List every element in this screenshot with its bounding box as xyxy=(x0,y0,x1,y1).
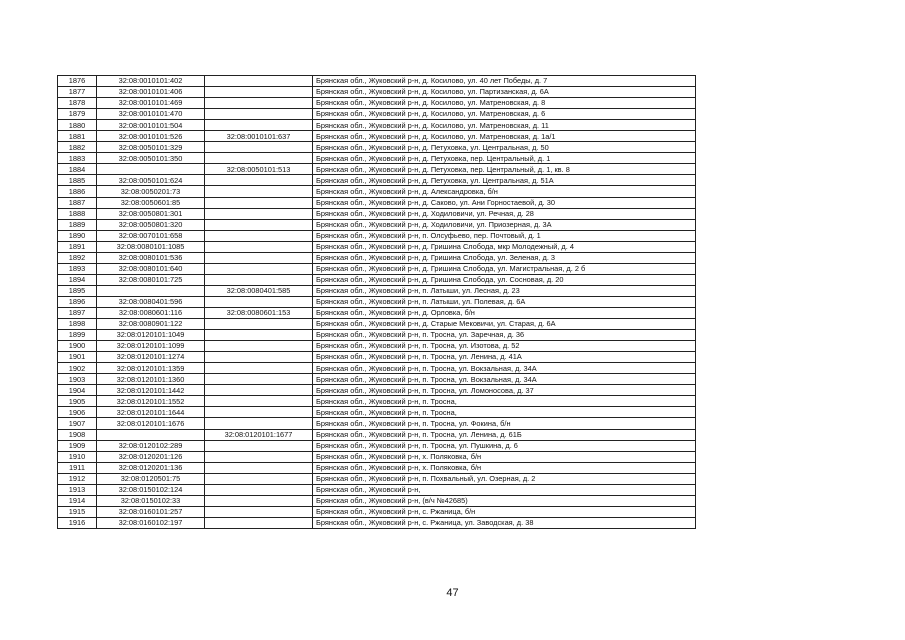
linked-cadastral-number-cell xyxy=(205,451,313,462)
linked-cadastral-number-cell xyxy=(205,352,313,363)
cadastral-number-cell: 32:08:0120101:1274 xyxy=(97,352,205,363)
cadastral-number-cell: 32:08:0010101:402 xyxy=(97,76,205,87)
linked-cadastral-number-cell xyxy=(205,120,313,131)
cadastral-number-cell: 32:08:0120101:1676 xyxy=(97,418,205,429)
cadastral-number-cell: 32:08:0120101:1359 xyxy=(97,363,205,374)
linked-cadastral-number-cell xyxy=(205,219,313,230)
record-number-cell: 1889 xyxy=(58,219,97,230)
table-row xyxy=(58,197,696,208)
address-cell: Брянская обл., Жуковский р-н, п. Тросна, ул. Фокина, б/н xyxy=(313,418,696,429)
record-number-cell: 1884 xyxy=(58,164,97,175)
record-number-cell: 1895 xyxy=(58,285,97,296)
address-cell: Брянская обл., Жуковский р-н, х. Поляковка, б/н xyxy=(313,462,696,473)
address-cell: Брянская обл., Жуковский р-н, х. Поляковка, б/н xyxy=(313,451,696,462)
address-cell: Брянская обл., Жуковский р-н, д. Александровка, б/н xyxy=(313,186,696,197)
address-cell: Брянская обл., Жуковский р-н, п. Тросна, ул. Ленина, д. 41А xyxy=(313,352,696,363)
table-row xyxy=(58,495,696,506)
address-cell: Брянская обл., Жуковский р-н, д. Петуховка, пер. Центральный, д. 1 xyxy=(313,153,696,164)
record-number-cell: 1890 xyxy=(58,230,97,241)
record-number-cell: 1893 xyxy=(58,263,97,274)
address-cell: Брянская обл., Жуковский р-н, п. Тросна, ул. Изотова, д. 52 xyxy=(313,341,696,352)
address-cell: Брянская обл., Жуковский р-н, п. Тросна, ул. Вокзальная, д. 34А xyxy=(313,363,696,374)
table-row xyxy=(58,385,696,396)
address-cell: Брянская обл., Жуковский р-н, д. Саково, ул. Ани Горностаевой, д. 30 xyxy=(313,197,696,208)
table-row xyxy=(58,131,696,142)
record-number-cell: 1883 xyxy=(58,153,97,164)
record-number-cell: 1911 xyxy=(58,462,97,473)
linked-cadastral-number-cell xyxy=(205,506,313,517)
cadastral-number-cell: 32:08:0120101:1552 xyxy=(97,396,205,407)
address-cell: Брянская обл., Жуковский р-н, п. Тросна, ул. Ленина, д. 61Б xyxy=(313,429,696,440)
address-cell: Брянская обл., Жуковский р-н, д. Гришина Слобода, ул. Зеленая, д. 3 xyxy=(313,252,696,263)
table-row xyxy=(58,120,696,131)
address-cell: Брянская обл., Жуковский р-н, п. Тросна, ул. Заречная, д. 36 xyxy=(313,330,696,341)
cadastral-number-cell: 32:08:0080101:536 xyxy=(97,252,205,263)
table-row xyxy=(58,219,696,230)
record-number-cell: 1882 xyxy=(58,142,97,153)
linked-cadastral-number-cell xyxy=(205,186,313,197)
table-row xyxy=(58,175,696,186)
table-row xyxy=(58,307,696,318)
cadastral-number-cell: 32:08:0160102:197 xyxy=(97,517,205,528)
cadastral-number-cell: 32:08:0120201:126 xyxy=(97,451,205,462)
record-number-cell: 1887 xyxy=(58,197,97,208)
table-row xyxy=(58,109,696,120)
linked-cadastral-number-cell xyxy=(205,109,313,120)
cadastral-number-cell: 32:08:0010101:526 xyxy=(97,131,205,142)
address-cell: Брянская обл., Жуковский р-н, д. Ходиловичи, ул. Приозерная, д. 3А xyxy=(313,219,696,230)
linked-cadastral-number-cell xyxy=(205,76,313,87)
table-row xyxy=(58,164,696,175)
table-row xyxy=(58,440,696,451)
linked-cadastral-number-cell xyxy=(205,175,313,186)
linked-cadastral-number-cell xyxy=(205,495,313,506)
address-cell: Брянская обл., Жуковский р-н, xyxy=(313,484,696,495)
record-number-cell: 1907 xyxy=(58,418,97,429)
linked-cadastral-number-cell xyxy=(205,363,313,374)
cadastral-number-cell: 32:08:0080101:725 xyxy=(97,274,205,285)
table-row xyxy=(58,396,696,407)
address-cell: Брянская обл., Жуковский р-н, д. Гришина Слобода, ул. Сосновая, д. 20 xyxy=(313,274,696,285)
address-cell: Брянская обл., Жуковский р-н, п. Тросна, xyxy=(313,396,696,407)
cadastral-number-cell: 32:08:0150102:124 xyxy=(97,484,205,495)
cadastral-number-cell: 32:08:0120101:1644 xyxy=(97,407,205,418)
page-number: 47 xyxy=(446,587,459,599)
address-cell: Брянская обл., Жуковский р-н, д. Косилово, ул. 40 лет Победы, д. 7 xyxy=(313,76,696,87)
linked-cadastral-number-cell xyxy=(205,208,313,219)
address-cell: Брянская обл., Жуковский р-н, п. Латыши, ул. Лесная, д. 23 xyxy=(313,285,696,296)
linked-cadastral-number-cell xyxy=(205,153,313,164)
table-row xyxy=(58,274,696,285)
record-number-cell: 1881 xyxy=(58,131,97,142)
address-cell: Брянская обл., Жуковский р-н, д. Косилово, ул. Матреновская, д. 8 xyxy=(313,98,696,109)
linked-cadastral-number-cell: 32:08:0050101:513 xyxy=(205,164,313,175)
cadastral-number-cell: 32:08:0070101:658 xyxy=(97,230,205,241)
linked-cadastral-number-cell xyxy=(205,517,313,528)
cadastral-number-cell: 32:08:0150102:33 xyxy=(97,495,205,506)
record-number-cell: 1910 xyxy=(58,451,97,462)
table-row xyxy=(58,98,696,109)
address-cell: Брянская обл., Жуковский р-н, д. Орловка, б/н xyxy=(313,307,696,318)
address-cell: Брянская обл., Жуковский р-н, д. Петуховка, ул. Центральная, д. 50 xyxy=(313,142,696,153)
record-number-cell: 1876 xyxy=(58,76,97,87)
table-row xyxy=(58,363,696,374)
record-number-cell: 1888 xyxy=(58,208,97,219)
table-row xyxy=(58,484,696,495)
table-row xyxy=(58,462,696,473)
cadastral-number-cell xyxy=(97,285,205,296)
record-number-cell: 1894 xyxy=(58,274,97,285)
record-number-cell: 1900 xyxy=(58,341,97,352)
cadastral-number-cell: 32:08:0120102:289 xyxy=(97,440,205,451)
record-number-cell: 1903 xyxy=(58,374,97,385)
record-number-cell: 1915 xyxy=(58,506,97,517)
linked-cadastral-number-cell: 32:08:0010101:637 xyxy=(205,131,313,142)
address-cell: Брянская обл., Жуковский р-н, д. Косилово, ул. Матреновская, д. 1а/1 xyxy=(313,131,696,142)
linked-cadastral-number-cell xyxy=(205,462,313,473)
table-row xyxy=(58,87,696,98)
table-row xyxy=(58,241,696,252)
record-number-cell: 1902 xyxy=(58,363,97,374)
linked-cadastral-number-cell xyxy=(205,296,313,307)
address-cell: Брянская обл., Жуковский р-н, д. Ходиловичи, ул. Речная, д. 28 xyxy=(313,208,696,219)
cadastral-number-cell: 32:08:0050801:320 xyxy=(97,219,205,230)
table-row xyxy=(58,186,696,197)
cadastral-number-cell: 32:08:0160101:257 xyxy=(97,506,205,517)
record-number-cell: 1904 xyxy=(58,385,97,396)
linked-cadastral-number-cell: 32:08:0080401:585 xyxy=(205,285,313,296)
cadastral-number-cell: 32:08:0050101:329 xyxy=(97,142,205,153)
table-row xyxy=(58,142,696,153)
cadastral-number-cell: 32:08:0120501:75 xyxy=(97,473,205,484)
table-row xyxy=(58,407,696,418)
cadastral-number-cell: 32:08:0010101:469 xyxy=(97,98,205,109)
linked-cadastral-number-cell xyxy=(205,418,313,429)
linked-cadastral-number-cell: 32:08:0080601:153 xyxy=(205,307,313,318)
linked-cadastral-number-cell xyxy=(205,484,313,495)
table-row xyxy=(58,330,696,341)
table-row xyxy=(58,296,696,307)
record-number-cell: 1914 xyxy=(58,495,97,506)
cadastral-number-cell: 32:08:0080901:122 xyxy=(97,319,205,330)
linked-cadastral-number-cell: 32:08:0120101:1677 xyxy=(205,429,313,440)
table-row xyxy=(58,473,696,484)
address-cell: Брянская обл., Жуковский р-н, д. Старые Мековичи, ул. Старая, д. 6А xyxy=(313,319,696,330)
address-cell: Брянская обл., Жуковский р-н, д. Косилово, ул. Матреновская, д. 6 xyxy=(313,109,696,120)
table-row xyxy=(58,263,696,274)
record-number-cell: 1878 xyxy=(58,98,97,109)
linked-cadastral-number-cell xyxy=(205,319,313,330)
table-row xyxy=(58,319,696,330)
record-number-cell: 1891 xyxy=(58,241,97,252)
record-number-cell: 1905 xyxy=(58,396,97,407)
record-number-cell: 1899 xyxy=(58,330,97,341)
record-number-cell: 1886 xyxy=(58,186,97,197)
table-row xyxy=(58,230,696,241)
table-row xyxy=(58,517,696,528)
linked-cadastral-number-cell xyxy=(205,440,313,451)
cadastral-number-cell: 32:08:0010101:504 xyxy=(97,120,205,131)
cadastral-number-cell: 32:08:0050801:301 xyxy=(97,208,205,219)
address-cell: Брянская обл., Жуковский р-н, п. Тросна, ул. Пушкина, д. 6 xyxy=(313,440,696,451)
address-cell: Брянская обл., Жуковский р-н, п. Латыши, ул. Полевая, д. 6А xyxy=(313,296,696,307)
record-number-cell: 1913 xyxy=(58,484,97,495)
address-cell: Брянская обл., Жуковский р-н, с. Ржаница, б/н xyxy=(313,506,696,517)
cadastral-number-cell: 32:08:0120101:1049 xyxy=(97,330,205,341)
record-number-cell: 1897 xyxy=(58,307,97,318)
record-number-cell: 1880 xyxy=(58,120,97,131)
linked-cadastral-number-cell xyxy=(205,230,313,241)
record-number-cell: 1908 xyxy=(58,429,97,440)
table-row xyxy=(58,252,696,263)
record-number-cell: 1909 xyxy=(58,440,97,451)
linked-cadastral-number-cell xyxy=(205,396,313,407)
record-number-cell: 1916 xyxy=(58,517,97,528)
records-table xyxy=(57,75,696,529)
address-cell: Брянская обл., Жуковский р-н, п. Тросна, xyxy=(313,407,696,418)
cadastral-number-cell: 32:08:0050601:85 xyxy=(97,197,205,208)
linked-cadastral-number-cell xyxy=(205,87,313,98)
records-table-body xyxy=(58,76,696,529)
cadastral-number-cell: 32:08:0080401:596 xyxy=(97,296,205,307)
table-row xyxy=(58,429,696,440)
table-row xyxy=(58,451,696,462)
record-number-cell: 1892 xyxy=(58,252,97,263)
linked-cadastral-number-cell xyxy=(205,252,313,263)
cadastral-number-cell: 32:08:0010101:470 xyxy=(97,109,205,120)
table-row xyxy=(58,153,696,164)
record-number-cell: 1885 xyxy=(58,175,97,186)
cadastral-number-cell: 32:08:0050101:350 xyxy=(97,153,205,164)
table-row xyxy=(58,208,696,219)
address-cell: Брянская обл., Жуковский р-н, п. Тросна, ул. Ломоносова, д. 37 xyxy=(313,385,696,396)
linked-cadastral-number-cell xyxy=(205,473,313,484)
record-number-cell: 1906 xyxy=(58,407,97,418)
table-row xyxy=(58,76,696,87)
table-row xyxy=(58,285,696,296)
linked-cadastral-number-cell xyxy=(205,98,313,109)
linked-cadastral-number-cell xyxy=(205,241,313,252)
cadastral-number-cell xyxy=(97,164,205,175)
linked-cadastral-number-cell xyxy=(205,274,313,285)
record-number-cell: 1912 xyxy=(58,473,97,484)
linked-cadastral-number-cell xyxy=(205,142,313,153)
table-row xyxy=(58,418,696,429)
record-number-cell: 1896 xyxy=(58,296,97,307)
address-cell: Брянская обл., Жуковский р-н, д. Гришина Слобода, мкр Молодежный, д. 4 xyxy=(313,241,696,252)
linked-cadastral-number-cell xyxy=(205,374,313,385)
address-cell: Брянская обл., Жуковский р-н, п. Олсуфьево, пер. Почтовый, д. 1 xyxy=(313,230,696,241)
linked-cadastral-number-cell xyxy=(205,407,313,418)
linked-cadastral-number-cell xyxy=(205,330,313,341)
table-row xyxy=(58,506,696,517)
address-cell: Брянская обл., Жуковский р-н, п. Похвальный, ул. Озерная, д. 2 xyxy=(313,473,696,484)
linked-cadastral-number-cell xyxy=(205,197,313,208)
cadastral-number-cell: 32:08:0080101:1085 xyxy=(97,241,205,252)
record-number-cell: 1877 xyxy=(58,87,97,98)
table-row xyxy=(58,341,696,352)
cadastral-number-cell: 32:08:0120201:136 xyxy=(97,462,205,473)
address-cell: Брянская обл., Жуковский р-н, д. Петуховка, пер. Центральный, д. 1, кв. 8 xyxy=(313,164,696,175)
cadastral-number-cell: 32:08:0050201:73 xyxy=(97,186,205,197)
linked-cadastral-number-cell xyxy=(205,341,313,352)
cadastral-number-cell: 32:08:0120101:1099 xyxy=(97,341,205,352)
address-cell: Брянская обл., Жуковский р-н, д. Гришина Слобода, ул. Магистральная, д. 2 б xyxy=(313,263,696,274)
address-cell: Брянская обл., Жуковский р-н, д. Косилово, ул. Партизанская, д. 6А xyxy=(313,87,696,98)
address-cell: Брянская обл., Жуковский р-н, д. Косилово, ул. Матреновская, д. 11 xyxy=(313,120,696,131)
linked-cadastral-number-cell xyxy=(205,385,313,396)
address-cell: Брянская обл., Жуковский р-н, д. Петуховка, ул. Центральная, д. 51А xyxy=(313,175,696,186)
address-cell: Брянская обл., Жуковский р-н, п. Тросна, ул. Вокзальная, д. 34А xyxy=(313,374,696,385)
cadastral-number-cell: 32:08:0080601:116 xyxy=(97,307,205,318)
table-row xyxy=(58,352,696,363)
cadastral-number-cell: 32:08:0080101:640 xyxy=(97,263,205,274)
cadastral-number-cell: 32:08:0120101:1360 xyxy=(97,374,205,385)
record-number-cell: 1901 xyxy=(58,352,97,363)
record-number-cell: 1879 xyxy=(58,109,97,120)
address-cell: Брянская обл., Жуковский р-н, (в/ч №42685) xyxy=(313,495,696,506)
linked-cadastral-number-cell xyxy=(205,263,313,274)
table-row xyxy=(58,374,696,385)
cadastral-number-cell: 32:08:0010101:406 xyxy=(97,87,205,98)
cadastral-number-cell xyxy=(97,429,205,440)
cadastral-number-cell: 32:08:0050101:624 xyxy=(97,175,205,186)
cadastral-number-cell: 32:08:0120101:1442 xyxy=(97,385,205,396)
record-number-cell: 1898 xyxy=(58,319,97,330)
address-cell: Брянская обл., Жуковский р-н, с. Ржаница, ул. Заводская, д. 38 xyxy=(313,517,696,528)
